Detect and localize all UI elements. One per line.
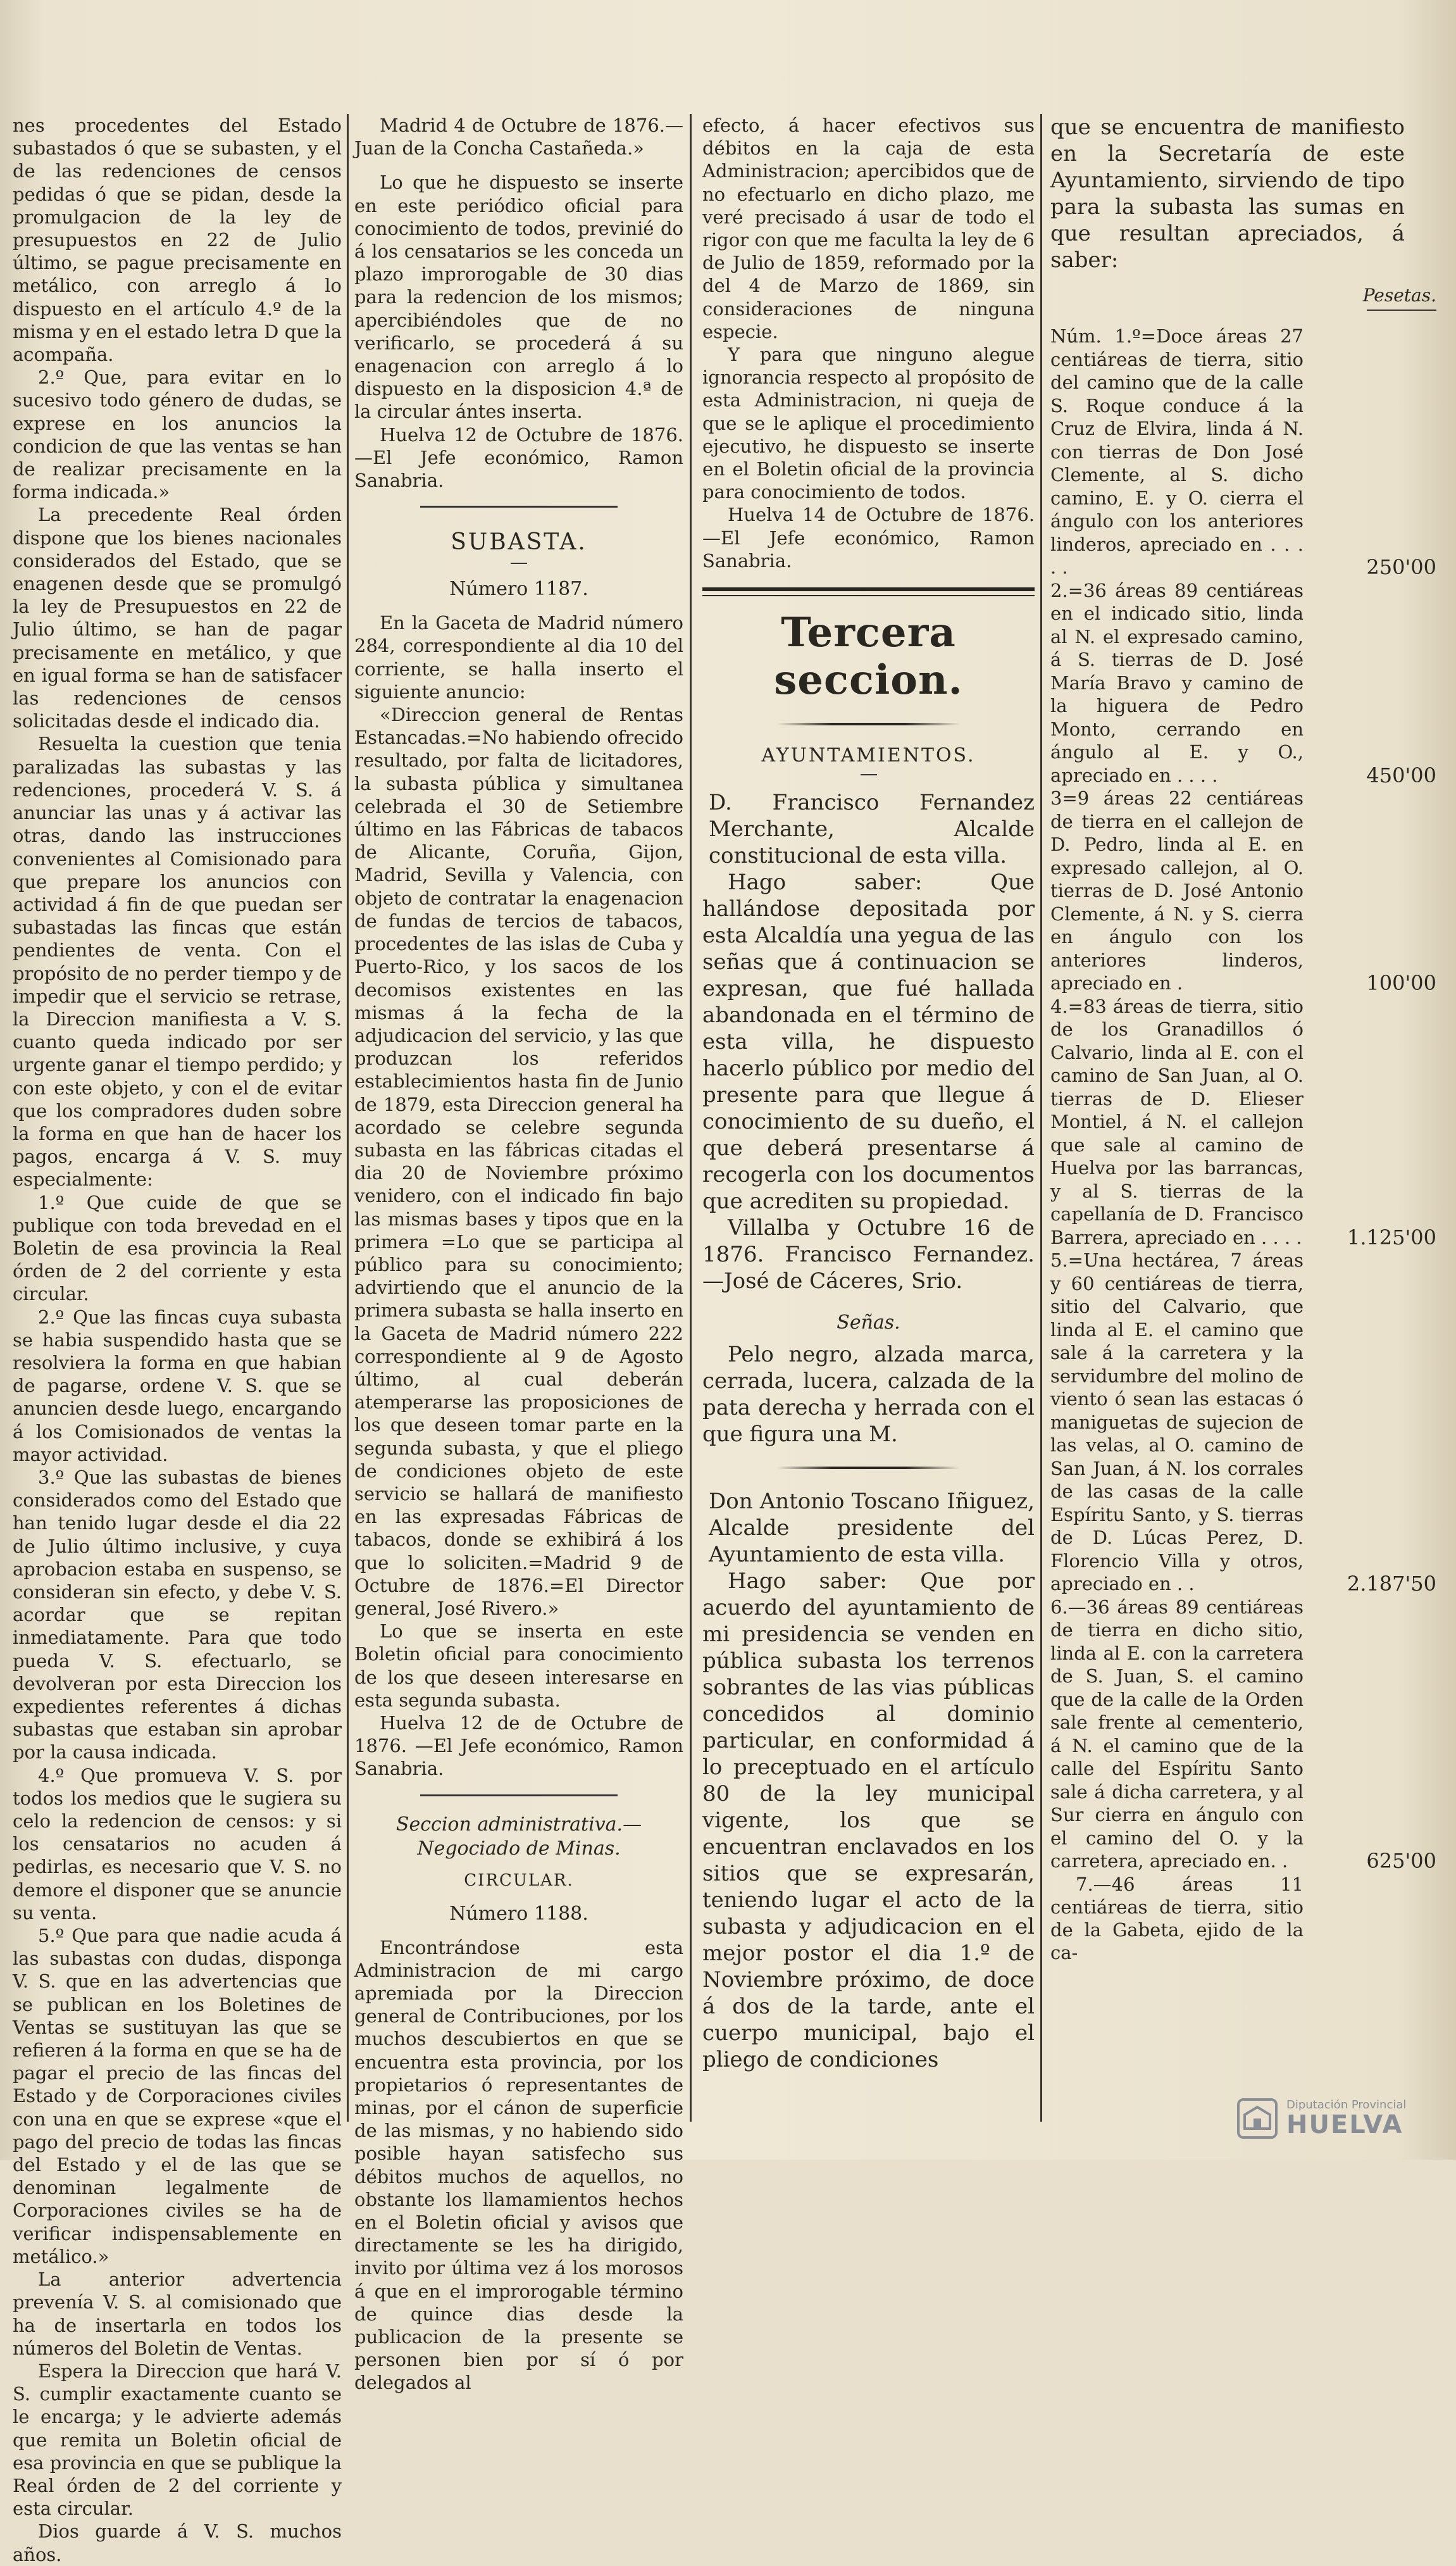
lot-entry [1050, 325, 1443, 579]
separator [420, 1794, 618, 1796]
paragraph: En la Gaceta de Madrid número 284, correspondiente al dia 10 del corriente, se halla inserto el siguiente anuncio: [354, 612, 683, 703]
archive-watermark [1235, 2090, 1437, 2147]
paragraph: Lo que he dispuesto se inserte en este periódico oficial para conocimiento de todos, previnié do á los censatarios se les conceda un plazo improrogable de 30 dias para la redencion de los mismos; apercibiéndoles que de no verificarlo, se procederá á su enagenacion con arreglo á lo dispuesto en la disposicion 4.ª de la circular ántes inserta. [354, 172, 683, 423]
signature-line: Madrid 4 de Octubre de 1876.—Juan de la Concha Castañeda.» [354, 115, 683, 160]
watermark-subtitle: Diputación Provincial [1286, 2098, 1407, 2112]
lot-entry [1050, 1249, 1443, 1596]
paragraph: 1.º Que cuide de que se publique con toda brevedad en el Boletin de esa provincia la Real órden de 2 del corriente y esta circular. [13, 1191, 342, 1305]
ornamental-rule [777, 723, 960, 725]
paragraph: «Direccion general de Rentas Estancadas.=No habiendo ofrecido resultado, por falta de licitadores, la subasta pública y simultanea celebrada el 30 de Setiembre último en las Fábricas de tabacos de Alicante, Coruña, Gijon, Madrid, Sevilla y Valencia, con objeto de contratar la enagenacion de fundas de tercios de tabacos, procedentes de las islas de Cuba y Puerto-Rico, y los sacos de los decomisos existentes en las mismas á la fecha de la adjudicacion del servicio, y las que produzcan los referidos establecimientos hasta fin de Junio de 1879, esta Direccion general ha acordado se celebre segunda subasta en las fábricas citadas el dia 20 de Noviembre próximo venidero, con el indicado fin bajo las mismas bases y tipos que en la primera =Lo que se participa al público para su conocimiento; advirtiendo que el anuncio de la primera subasta se halla inserto en la Gaceta de Madrid número 222 correspondiente al 9 de Agosto último, al cual deberán atemperarse las proposiciones de los que deseen tomar parte en la segunda subasta, y que el pliego de condiciones objeto de este servicio se hallará de manifiesto en las expresadas Fábricas de tabacos, donde se exhibirá á los que lo soliciten.=Madrid 9 de Octubre de 1876.=El Director general, José Rivero.» [354, 704, 683, 1619]
lot-price: 250'00 [1366, 555, 1436, 579]
column-divider [690, 114, 692, 2122]
column-2 [354, 114, 683, 2394]
lot-price: 2.187'50 [1347, 1572, 1436, 1596]
lot-entry [1050, 787, 1443, 995]
notice-title: Don Antonio Toscano Iñiguez, Alcalde presidente del Ayuntamiento de esta villa. [709, 1489, 1035, 1568]
paragraph: 2.º Que las fincas cuya subasta se habia suspendido hasta que se resolviera la forma en que habian de pagarse, ordene V. S. que se anuncien desde luego, encargando á los Comisionados de ventas la mayor actividad. [13, 1306, 342, 1465]
watermark-title: HUELVA [1286, 2110, 1403, 2139]
separator [1367, 310, 1436, 311]
paragraph: 5.º Que para que nadie acuda á las subastas con dudas, disponga V. S. que en las advertencias que se publican en los Boletines de Ventas se sustituyan las que se refieren á la forma en que se ha de pagar el precio de las fincas del Estado y de Corporaciones civiles con una en que se exprese «que el pago del precio de todas las fincas del Estado y el de las que se denominan legalmente de Corporaciones civiles se ha de verificar indispensablemente en metálico.» [13, 1925, 342, 2267]
lot-price: 450'00 [1366, 763, 1436, 787]
paragraph: Encontrándose esta Administracion de mi cargo apremiada por la Direccion general de Contribuciones, por los muchos descubiertos en que se encuentra esta provincia, por los propietarios ó representantes de minas, por el cánon de superficie de las mismas, y no habiendo sido posible hayan satisfecho sus débitos muchos de aquellos, no obstante los llamamientos hechos en el Boletin oficial y avisos que directamente se les ha dirigido, invito por última vez á los morosos á que en el improrogable término de quince dias desde la publicacion de la presente se personen bien por sí ó por delegados al [354, 1936, 683, 2394]
section-heading-subasta: SUBASTA. [451, 529, 587, 556]
paragraph: Y para que ninguno alegue ignorancia respecto al propósito de esta Administracion, ni queja de que se le aplique el procedimiento ejecutivo, he dispuesto se inserte en el Boletin oficial de la provincia para conocimiento de todos. [702, 344, 1035, 503]
paragraph: 3.º Que las subastas de bienes considerados como del Estado que han tenido lugar desde el dia 22 de Julio último inclusive, y cuya aprobacion estaba en suspenso, se consideran sin efecto, y debe V. S. acordar que se repitan inmediatamente. Para que todo pueda V. S. efectuarlo, se devolveran por esta Direccion los expedientes referentes á dichas subastas que estaban sin aprobar por la causa indicada. [13, 1466, 342, 1763]
column-4 [1050, 114, 1443, 2122]
thin-rule [702, 595, 1035, 596]
watermark-text [1286, 2099, 1406, 2138]
closing-line: Dios guarde á V. S. muchos años. [13, 2520, 342, 2565]
signature-line: Huelva 12 de Octubre de 1876. —El Jefe económico, Ramon Sanabria. [354, 423, 683, 492]
lot-entry [1050, 1596, 1443, 1873]
paragraph: Espera la Direccion que hará V. S. cumplir exactamente cuanto se le encarga; y le advierte además que remita un Boletin oficial de esa provincia en que se publique la Real órden de 2 del corriente y esta circular. [13, 2360, 342, 2520]
notice-number: Número 1188. [449, 1902, 588, 1925]
paragraph: Resuelta la cuestion que tenia paralizadas las subastas y las redenciones, procederá V. S. á anunciar las unas y á activar las otras, dando las instrucciones convenientes al Comisionado para que prepare los anuncios con actividad á fin de que puedan ser subastadas las fincas que están pendientes de venta. Con el propósito de no perder tiempo y de impedir que el servicio se retrase, la Direccion manifiesta a V. S. cuanto queda indicado por ser urgente ganar el tiempo perdido; y con este objeto, y con el de evitar que los compradores duden sobre la forma en que han de hacer los pagos, encarga á V. S. muy especialmente: [13, 733, 342, 1191]
lot-entry [1050, 579, 1443, 787]
lot-price: 100'00 [1366, 971, 1436, 995]
column-divider [1040, 114, 1042, 2122]
paragraph: nes procedentes del Estado subastados ó que se subasten, y el de las redenciones de censos pedidas ó que se pidan, desde la promulgacion de la ley de presupuestos en 22 de Julio último, se pague precisamente en metálico, con arreglo á lo dispuesto en el artículo 4.º de la misma y en el estado letra D que la acompaña. [13, 115, 342, 366]
paragraph: efecto, á hacer efectivos sus débitos en la caja de esta Administracion; apercibidos que de no efectuarlo en dicho plazo, me veré precisado á usar de todo el rigor con que me faculta la ley de 6 de Julio de 1859, reformado por la del 4 de Marzo de 1869, sin consideraciones de ninguna especie. [702, 115, 1035, 342]
lot-description: 7.—46 áreas 11 centiáreas de tierra, sitio de la Gabeta, ejido de la ca- [1050, 1873, 1304, 1964]
lot-price: 625'00 [1366, 1849, 1436, 1873]
lot-price: 1.125'00 [1347, 1225, 1436, 1249]
column-divider [347, 114, 349, 2122]
column-1 [13, 114, 342, 2565]
section-title: Tercera seccion. [774, 609, 963, 704]
ayuntamientos-heading: AYUNTAMIENTOS. [761, 744, 976, 767]
lot-description: 2.=36 áreas 89 centiáreas en el indicado sitio, linda al N. el expresado camino, á S. tierras de D. José María Bravo y camino de la higuera de Pedro Monto, cerrando en ángulo al E. y O., apreciado en . . . . [1050, 579, 1304, 786]
lot-description: 6.—36 áreas 89 centiáreas de tierra en dicho sitio, linda al E. con la carretera de S. Juan, S. el camino que de la calle de la Orden sale frente al cementerio, á N. el camino que de la calle del Espíritu Santo sale á dicha carretera, y al Sur cierra en ángulo con el camino del O. y la carretera, apreciado en. . [1050, 1596, 1304, 1872]
building-icon [1235, 2096, 1280, 2141]
paragraph: La anterior advertencia prevenía V. S. al comisionado que ha de insertarla en todos los números del Boletin de Ventas. [13, 2269, 342, 2359]
section-subheading: Seccion administrativa.—Negociado de Minas. [395, 1813, 642, 1860]
signature-line: Huelva 14 de Octubre de 1876.—El Jefe económico, Ramon Sanabria. [702, 504, 1035, 572]
lot-description: Núm. 1.º=Doce áreas 27 centiáreas de tierra, sitio del camino que de la calle S. Roque conduce á la Cruz de Elvira, linda á N. con tierras de Don José Clemente, al S. dicho camino, E. y O. cierra el ángulo con los anteriores linderos, apreciado en . . . . . [1050, 325, 1304, 578]
column-3 [702, 114, 1035, 2122]
signature-line: Huelva 12 de de Octubre de 1876. —El Jefe económico, Ramon Sanabria. [354, 1712, 683, 1780]
paragraph: Lo que se inserta en este Boletin oficial para conocimiento de los que deseen interesarse en esta segunda subasta. [354, 1620, 683, 1711]
lot-entry [1050, 995, 1443, 1249]
paragraph: La precedente Real órden dispone que los bienes nacionales considerados del Estado, que se enagenen desde que se promulgó la ley de Presupuestos en 22 de Julio último, se han de pagar precisamente en metálico, y que en igual forma se han de satisfacer las redenciones de censos solicitadas desde el indicado dia. [13, 504, 342, 732]
circular-heading: CIRCULAR. [464, 1870, 574, 1890]
notice-title: D. Francisco Fernandez Merchante, Alcalde constitucional de esta villa. [709, 790, 1035, 869]
ornamental-rule [777, 1467, 960, 1469]
lot-description: 4.=83 áreas de tierra, sitio de los Granadillos ó Calvario, linda al E. con el camino de San Juan, al O. tierras de D. Elieser Montiel, á N. el callejon que sale al camino de Huelva por las barrancas, y al S. tierras de la capellanía de D. Francisco Barrera, apreciado en . . . . [1050, 995, 1304, 1248]
lot-description: 5.=Una hectárea, 7 áreas y 60 centiáreas de tierra, sitio del Calvario, que linda al E. el camino que sale á la carretera y la servidumbre del molino de viento ó sean las estacas ó maniguetas de sujecion de las velas, al O. camino de San Juan, á N. los corrales de las casas de la calle Espíritu Santo, y S. tierras de D. Lúcas Perez, D. Florencio Villa y otros, apreciado en . . [1050, 1249, 1304, 1594]
lot-description: 3=9 áreas 22 centiáreas de tierra en el callejon de D. Pedro, linda al E. en expresado callejon, al O. tierras de D. José Antonio Clemente, á N. y S. cierra en ángulo con los anteriores linderos, apreciado en . [1050, 787, 1304, 994]
paragraph: 2.º Que, para evitar en lo sucesivo todo género de dudas, se exprese en los anuncios la condicion de que las ventas se han de realizar precisamente en la forma indicada.» [13, 366, 342, 503]
paragraph: Pelo negro, alzada marca, cerrada, lucera, calzada de la pata derecha y herrada con el que figura una M. [702, 1342, 1035, 1448]
thick-rule [702, 587, 1035, 591]
dash [511, 563, 527, 564]
notice-number: Número 1187. [449, 578, 588, 601]
paragraph: 4.º Que promueva V. S. por todos los medios que le sugiera su celo la redencion de censos: y si los censatarios no acuden á pedirlas, es necesario que V. S. no demore el disponer que se anuncie su venta. [13, 1764, 342, 1924]
dash [861, 774, 877, 775]
paragraph: Hago saber: Que por acuerdo del ayuntamiento de mi presidencia se venden en pública subasta los terrenos sobrantes de las vias públicas concedidos al dominio particular, en conformidad á lo preceptuado en el artículo 80 de la ley municipal vigente, los que se encuentran enclavados en los sitios que se expresarán, teniendo lugar el acto de la subasta y adjudicacion en el mejor postor el dia 1.º de Noviembre próximo, de doce á dos de la tarde, ante el cuerpo municipal, bajo el pliego de condiciones [702, 1568, 1035, 2073]
signature-line: Villalba y Octubre 16 de 1876. Francisco Fernandez. —José de Cáceres, Srio. [702, 1215, 1035, 1294]
senas-heading: Señas. [837, 1311, 900, 1334]
separator [420, 506, 618, 508]
paragraph: Hago saber: Que hallándose depositada por esta Alcaldía una yegua de las señas que á continuacion se expresan, que fué hallada abandonada en el término de esta villa, he dispuesto hacerlo público por medio del presente para que llegue á conocimiento de su dueño, el que deberá presentarse á recogerla con los documentos que acrediten su propiedad. [702, 870, 1035, 1215]
paragraph: que se encuentra de manifiesto en la Secretaría de este Ayuntamiento, sirviendo de tipo para la subasta las sumas en que resultan apreciados, á saber: [1050, 115, 1405, 273]
pesetas-heading: Pesetas. [1362, 285, 1436, 306]
